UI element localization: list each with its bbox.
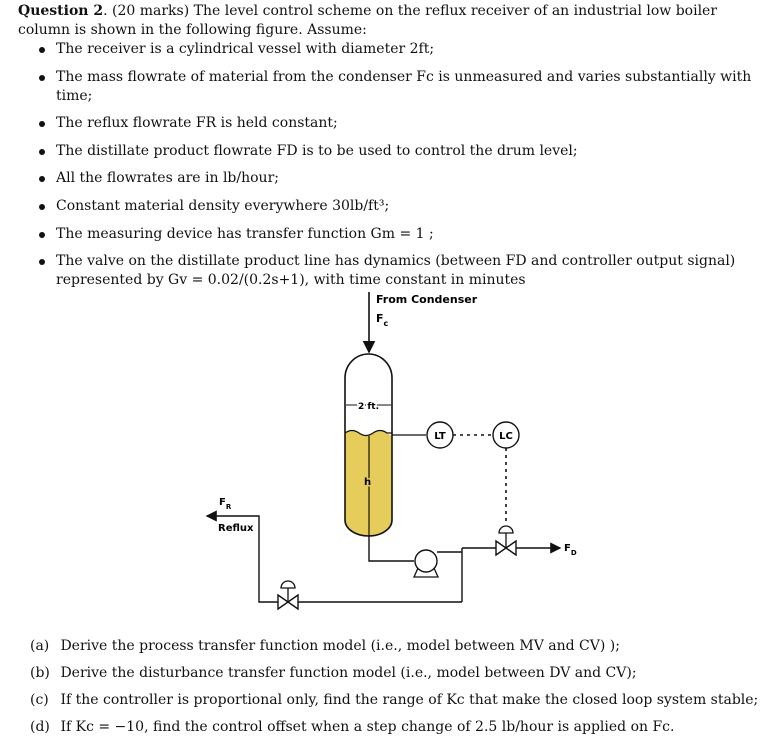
question-label: Question 2 — [18, 3, 104, 19]
sub-question-text: If the controller is proportional only, find the range of Kc that make the closed loop system stable; — [60, 692, 759, 708]
fc-label: $F_c$ — [376, 312, 389, 328]
sub-questions — [30, 637, 770, 745]
sub-question-c — [30, 691, 770, 710]
assumption-list — [18, 40, 758, 299]
sub-question-label: (c) — [30, 692, 49, 708]
assumption-item: Constant material density everywhere 30lb/ft³; — [18, 197, 758, 216]
sub-question-label: (a) — [30, 638, 50, 654]
reflux-label: Reflux — [218, 523, 254, 534]
outlet-pipe — [369, 535, 414, 561]
assumption-item: The distillate product flowrate FD is to be used to control the drum level; — [18, 142, 758, 161]
assumption-item: The valve on the distillate product line has dynamics (between FD and controller output signal) represented by Gv = 0.02/(0.2s+1), with time constant in minutes — [18, 252, 758, 290]
assumption-item: The mass flowrate of material from the condenser Fc is unmeasured and varies substantially with time; — [18, 68, 758, 106]
assumption-item: The measuring device has transfer function Gm = 1 ; — [18, 225, 758, 244]
sub-question-b — [30, 664, 770, 683]
sub-question-label: (d) — [30, 719, 50, 735]
assumption-item: The reflux flowrate FR is held constant; — [18, 114, 758, 133]
question-marks: (20 marks) — [112, 3, 190, 19]
reflux-valve-actuator — [281, 581, 295, 588]
fr-label: $F_R$ — [219, 497, 232, 511]
sub-question-label: (b) — [30, 665, 50, 681]
diameter-label: 2 ft. — [358, 402, 380, 412]
assumption-item: All the flowrates are in lb/hour; — [18, 169, 758, 188]
sub-question-text: Derive the disturbance transfer function model (i.e., model between DV and CV); — [60, 665, 637, 681]
question-intro-text: The level control scheme on the reflux receiver of an industrial low boiler column is shown in the following figure. Assume: — [18, 3, 718, 38]
lt-label: LT — [434, 431, 446, 442]
sub-question-text: If Kc = −10, find the control offset when a step change of 2.5 lb/hour is applied on Fc. — [60, 719, 675, 735]
process-diagram — [0, 282, 774, 612]
level-label: h — [364, 477, 372, 488]
lc-label: LC — [499, 431, 513, 442]
from-condenser-label: From Condenser — [376, 293, 478, 306]
sub-question-d — [30, 718, 770, 737]
sub-question-text: Derive the process transfer function model (i.e., model between MV and CV) ); — [60, 638, 620, 654]
assumption-item: The receiver is a cylindrical vessel with diameter 2ft; — [18, 40, 758, 59]
question-intro: Question 2. (20 marks) The level control scheme on the reflux receiver of an industrial low boiler column is shown in the following figure. Assume: — [18, 3, 718, 38]
distillate-valve-actuator — [499, 526, 513, 533]
sub-question-a — [30, 637, 770, 656]
fd-label: $F_D$ — [564, 543, 577, 557]
